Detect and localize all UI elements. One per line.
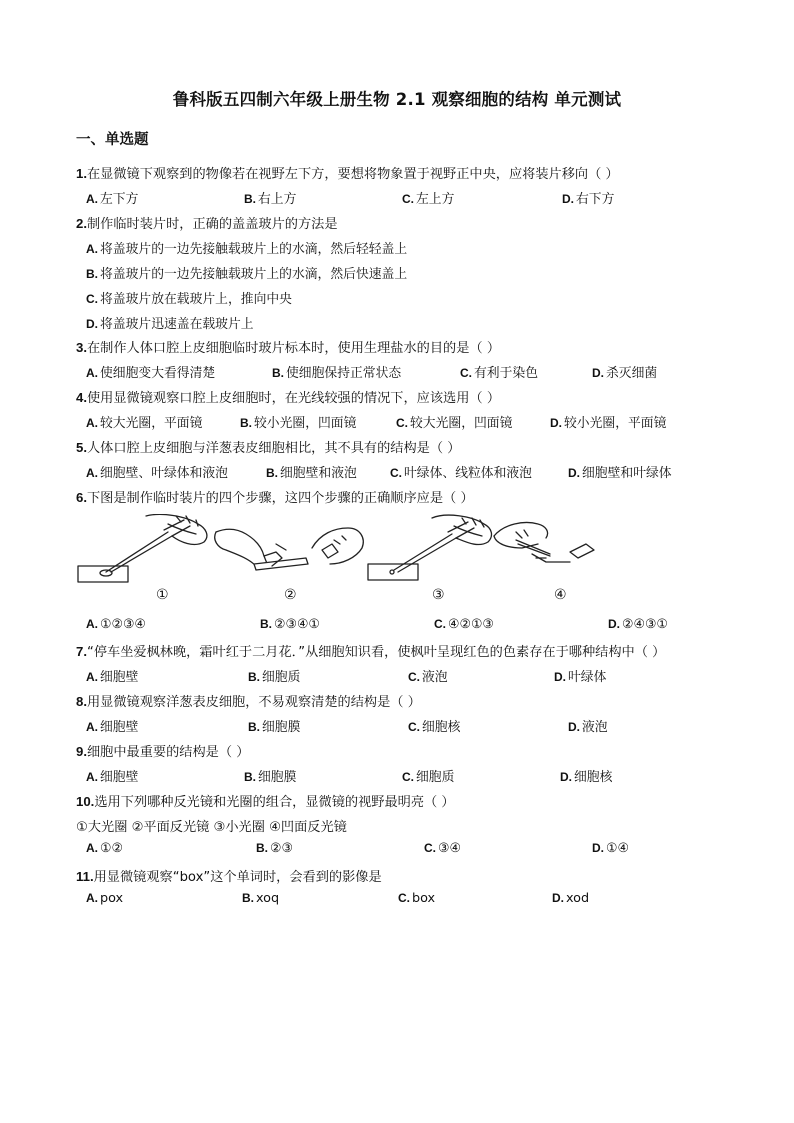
question-text: 使用显微镜观察口腔上皮细胞时，在光线较强的情况下，应该选用（ ） <box>87 391 501 406</box>
question-3 <box>76 337 500 356</box>
option-b <box>240 412 356 431</box>
option-key: A. <box>86 670 98 684</box>
option-c <box>396 412 512 431</box>
question-number: 2. <box>76 216 87 231</box>
step-3-drawing <box>368 515 491 580</box>
option-text: 杀灭细菌 <box>606 366 658 381</box>
question-text: 人体口腔上皮细胞与洋葱表皮细胞相比，其不具有的结构是（ ） <box>87 441 461 456</box>
question-number: 3. <box>76 340 87 355</box>
option-b <box>256 841 293 856</box>
option-text: 细胞膜 <box>258 770 297 785</box>
question-number: 6. <box>76 490 87 505</box>
question-11 <box>76 866 382 885</box>
option-key: D. <box>608 617 620 631</box>
option-text: 右下方 <box>576 192 615 207</box>
option-text: 较大光圈，凹面镜 <box>410 416 513 431</box>
option-key: B. <box>86 267 98 281</box>
option-b <box>248 716 300 735</box>
option-key: C. <box>408 670 420 684</box>
question-10-items: ①大光圈 ②平面反光镜 ③小光圈 ④凹面反光镜 <box>76 820 347 835</box>
option-text: 较大光圈，平面镜 <box>100 416 203 431</box>
option-key: B. <box>242 891 254 905</box>
option-key: A. <box>86 242 98 256</box>
option-text: ②③④① <box>274 617 320 632</box>
option-c <box>434 617 494 632</box>
option-c <box>424 841 461 856</box>
option-text: 细胞壁 <box>100 720 139 735</box>
option-d <box>568 716 608 735</box>
question-number: 11. <box>76 869 94 884</box>
question-8 <box>76 691 421 710</box>
option-a <box>86 617 146 632</box>
option-key: D. <box>560 770 572 784</box>
step-2-drawing <box>215 528 364 570</box>
step-label-2: ② <box>284 587 297 603</box>
option-text: 细胞壁、叶绿体和液泡 <box>100 466 228 481</box>
option-key: C. <box>434 617 446 631</box>
option-key: B. <box>260 617 272 631</box>
option-key: D. <box>552 891 564 905</box>
option-key: A. <box>86 617 98 631</box>
option-b <box>242 891 279 906</box>
option-text: 细胞壁和叶绿体 <box>582 466 672 481</box>
question-text: 选用下列哪种反光镜和光圈的组合，显微镜的视野最明亮（ ） <box>94 795 455 810</box>
option-a <box>86 188 138 207</box>
slide-preparation-figure <box>76 514 606 610</box>
option-key: A. <box>86 770 98 784</box>
question-number: 4. <box>76 390 87 405</box>
question-text: 用显微镜观察“box”这个单词时，会看到的影像是 <box>93 870 382 885</box>
option-text: xoq <box>256 891 280 906</box>
option-key: B. <box>248 720 260 734</box>
option-key: A. <box>86 416 98 430</box>
option-b <box>244 188 296 207</box>
option-text: 左上方 <box>416 192 455 207</box>
option-text: 将盖玻片的一边先接触载玻片上的水滴，然后轻轻盖上 <box>100 242 408 257</box>
option-c <box>398 891 435 906</box>
option-key: D. <box>568 466 580 480</box>
option-key: B. <box>244 192 256 206</box>
option-a <box>86 238 407 257</box>
option-key: D. <box>562 192 574 206</box>
question-10 <box>76 791 455 810</box>
option-d <box>562 188 614 207</box>
question-7 <box>76 641 665 660</box>
option-text: ①②③④ <box>100 617 146 632</box>
option-d <box>592 841 629 856</box>
option-d <box>560 766 612 785</box>
step-label-4: ④ <box>554 587 567 603</box>
section-heading: 一、单选题 <box>76 132 149 148</box>
question-text: 在显微镜下观察到的物像若在视野左下方，要想将物象置于视野正中央，应将装片移向（ ） <box>87 167 619 182</box>
option-a <box>86 462 228 481</box>
option-c <box>402 766 454 785</box>
option-d <box>568 462 672 481</box>
option-text: 细胞核 <box>422 720 461 735</box>
option-text: 液泡 <box>422 670 448 685</box>
option-key: D. <box>86 317 98 331</box>
option-text: 叶绿体、线粒体和液泡 <box>404 466 532 481</box>
option-a <box>86 412 202 431</box>
option-key: C. <box>402 192 414 206</box>
option-d <box>554 666 606 685</box>
option-key: B. <box>266 466 278 480</box>
option-text: 细胞核 <box>574 770 613 785</box>
option-a <box>86 766 138 785</box>
option-key: C. <box>396 416 408 430</box>
question-4 <box>76 387 500 406</box>
option-b <box>266 462 357 481</box>
question-6 <box>76 487 474 506</box>
option-text: ③④ <box>438 841 461 856</box>
option-key: D. <box>554 670 566 684</box>
option-key: A. <box>86 841 98 855</box>
option-text: 细胞壁和液泡 <box>280 466 357 481</box>
question-text: 在制作人体口腔上皮细胞临时玻片标本时，使用生理盐水的目的是（ ） <box>87 341 501 356</box>
option-text: box <box>412 891 436 906</box>
option-key: C. <box>402 770 414 784</box>
question-9 <box>76 741 249 760</box>
option-key: B. <box>256 841 268 855</box>
question-number: 1. <box>76 166 87 181</box>
option-c <box>390 462 532 481</box>
step-4-drawing <box>494 523 594 563</box>
option-text: 细胞膜 <box>262 720 301 735</box>
option-key: C. <box>86 292 98 306</box>
option-d <box>86 313 254 332</box>
question-text: 制作临时装片时，正确的盖盖玻片的方法是 <box>87 217 338 232</box>
question-1 <box>76 163 619 182</box>
page-title: 鲁科版五四制六年级上册生物 2.1 观察细胞的结构 单元测试 <box>172 90 622 109</box>
option-key: C. <box>390 466 402 480</box>
option-text: ①④ <box>606 841 629 856</box>
option-key: B. <box>248 670 260 684</box>
question-number: 10. <box>76 794 95 809</box>
option-key: D. <box>550 416 562 430</box>
option-text: ②③ <box>270 841 293 856</box>
question-number: 5. <box>76 440 87 455</box>
option-c <box>402 188 454 207</box>
option-c <box>460 362 538 381</box>
option-key: D. <box>592 366 604 380</box>
option-text: 将盖玻片迅速盖在载玻片上 <box>100 317 254 332</box>
option-text: 细胞质 <box>262 670 301 685</box>
option-text: 使细胞变大看得清楚 <box>100 366 216 381</box>
question-text: “停车坐爱枫林晚，霜叶红于二月花．”从细胞知识看，使枫叶呈现红色的色素存在于哪种结构中（ ） <box>87 645 666 660</box>
option-key: B. <box>240 416 252 430</box>
option-a <box>86 666 138 685</box>
option-key: B. <box>272 366 284 380</box>
option-b <box>244 766 296 785</box>
option-key: C. <box>424 841 436 855</box>
option-text: ④②①③ <box>448 617 494 632</box>
option-b <box>248 666 300 685</box>
option-text: pox <box>100 891 124 906</box>
question-number: 9. <box>76 744 87 759</box>
option-text: 使细胞保持正常状态 <box>286 366 402 381</box>
option-b <box>272 362 401 381</box>
option-text: 叶绿体 <box>568 670 607 685</box>
question-5 <box>76 437 460 456</box>
question-text: 下图是制作临时装片的四个步骤，这四个步骤的正确顺序应是（ ） <box>87 491 474 506</box>
option-key: A. <box>86 466 98 480</box>
option-c <box>86 288 292 307</box>
option-d <box>608 617 668 632</box>
option-text: ①② <box>100 841 123 856</box>
option-key: A. <box>86 366 98 380</box>
option-a <box>86 716 138 735</box>
option-a <box>86 891 123 906</box>
question-text: 细胞中最重要的结构是（ ） <box>87 745 250 760</box>
question-number: 7. <box>76 644 87 659</box>
option-text: 左下方 <box>100 192 139 207</box>
option-d <box>550 412 666 431</box>
option-text: 细胞壁 <box>100 770 139 785</box>
option-text: 右上方 <box>258 192 297 207</box>
question-2 <box>76 213 338 232</box>
option-key: A. <box>86 891 98 905</box>
option-key: B. <box>244 770 256 784</box>
option-a <box>86 841 123 856</box>
option-key: A. <box>86 720 98 734</box>
option-text: ②④③① <box>622 617 668 632</box>
option-text: 将盖玻片的一边先接触载玻片上的水滴，然后快速盖上 <box>100 267 408 282</box>
option-text: 有利于染色 <box>474 366 538 381</box>
option-b <box>86 263 407 282</box>
option-key: A. <box>86 192 98 206</box>
option-text: 细胞质 <box>416 770 455 785</box>
question-number: 8. <box>76 694 87 709</box>
option-a <box>86 362 215 381</box>
option-key: C. <box>408 720 420 734</box>
question-text: 用显微镜观察洋葱表皮细胞，不易观察清楚的结构是（ ） <box>87 695 421 710</box>
option-text: 细胞壁 <box>100 670 139 685</box>
option-text: 较小光圈，凹面镜 <box>254 416 357 431</box>
option-text: 较小光圈，平面镜 <box>564 416 667 431</box>
option-key: C. <box>460 366 472 380</box>
option-key: D. <box>568 720 580 734</box>
step-label-1: ① <box>156 587 169 603</box>
option-key: C. <box>398 891 410 905</box>
option-d <box>592 362 657 381</box>
option-d <box>552 891 589 906</box>
option-c <box>408 666 448 685</box>
step-label-3: ③ <box>432 587 445 603</box>
option-key: D. <box>592 841 604 855</box>
option-text: xod <box>566 891 590 906</box>
step-1-drawing <box>78 514 207 582</box>
option-text: 将盖玻片放在载玻片上，推向中央 <box>100 292 292 307</box>
option-b <box>260 617 320 632</box>
option-c <box>408 716 460 735</box>
option-text: 液泡 <box>582 720 608 735</box>
